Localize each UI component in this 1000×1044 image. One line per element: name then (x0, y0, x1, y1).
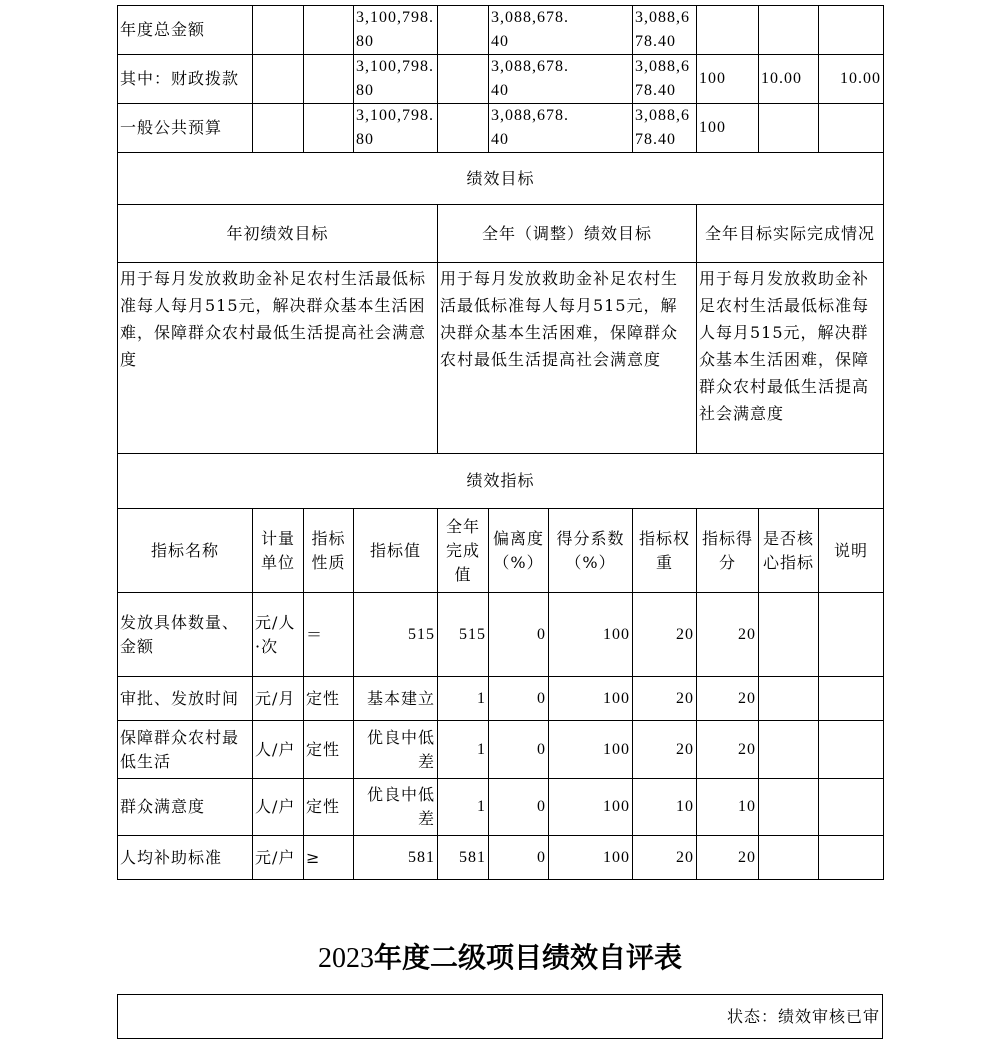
indicator-score: 20 (697, 677, 759, 721)
goals-header-row (118, 205, 884, 263)
indicator-name: 人均补助标准 (118, 836, 253, 880)
indicator-coef: 100 (549, 836, 633, 880)
score-weight (759, 6, 819, 55)
funding-name: 一般公共预算 (118, 104, 253, 153)
funding-name: 其中：财政拨款 (118, 55, 253, 104)
indicator-deviation: 0 (489, 721, 549, 779)
indicator-target: 515 (354, 593, 438, 677)
indicator-note (819, 677, 884, 721)
goal-adjusted-header: 全年（调整）绩效目标 (438, 205, 697, 263)
funding-row (118, 6, 884, 55)
status-text: 状态：绩效审核已审 (118, 995, 883, 1039)
budget-start: 3,100,798.80 (354, 6, 438, 55)
header-deviation: 偏离度（%） (489, 509, 549, 593)
indicator-nature: 定性 (304, 779, 354, 836)
indicator-core (759, 836, 819, 880)
page-title (0, 936, 1000, 976)
indicator-nature: 定性 (304, 677, 354, 721)
indicator-coef: 100 (549, 593, 633, 677)
funding-score (819, 6, 884, 55)
indicator-target: 优良中低差 (354, 779, 438, 836)
funding-row (118, 104, 884, 153)
funding-row (118, 55, 884, 104)
indicators-section-row (118, 454, 884, 509)
indicator-weight: 20 (633, 721, 697, 779)
execution-rate (697, 6, 759, 55)
indicator-row (118, 779, 884, 836)
indicator-weight: 20 (633, 593, 697, 677)
budget-executed: 3,088,678.40 (633, 104, 697, 153)
funding-name: 年度总金额 (118, 6, 253, 55)
indicator-coef: 100 (549, 677, 633, 721)
performance-table (117, 5, 884, 880)
page-title-text: 年度二级项目绩效自评表 (373, 941, 682, 974)
execution-rate: 100 (697, 55, 759, 104)
indicator-row (118, 836, 884, 880)
indicator-unit: 人/户 (253, 721, 304, 779)
indicator-score: 10 (697, 779, 759, 836)
indicator-score: 20 (697, 721, 759, 779)
header-weight: 指标权重 (633, 509, 697, 593)
funding-score (819, 104, 884, 153)
indicator-weight: 20 (633, 677, 697, 721)
indicator-note (819, 836, 884, 880)
indicator-score: 20 (697, 836, 759, 880)
header-nature: 指标性质 (304, 509, 354, 593)
header-note: 说明 (819, 509, 884, 593)
indicator-target: 优良中低差 (354, 721, 438, 779)
budget-adjusted: 3,088,678.40 (489, 6, 633, 55)
indicator-deviation: 0 (489, 677, 549, 721)
indicator-name: 审批、发放时间 (118, 677, 253, 721)
goals-section-row (118, 153, 884, 205)
indicator-note (819, 593, 884, 677)
funding-score: 10.00 (819, 55, 884, 104)
indicator-name: 保障群众农村最低生活 (118, 721, 253, 779)
header-coef: 得分系数（%） (549, 509, 633, 593)
indicator-actual: 1 (438, 721, 489, 779)
score-weight (759, 104, 819, 153)
header-indicator-name: 指标名称 (118, 509, 253, 593)
indicator-score: 20 (697, 593, 759, 677)
execution-rate: 100 (697, 104, 759, 153)
status-table (117, 994, 883, 1039)
indicator-core (759, 593, 819, 677)
budget-start: 3,100,798.80 (354, 104, 438, 153)
indicator-row (118, 593, 884, 677)
indicator-core (759, 721, 819, 779)
indicator-actual: 1 (438, 779, 489, 836)
goal-adjusted-text: 用于每月发放救助金补足农村生活最低标准每人每月515元，解决群众基本生活困难，保障群众农村最低生活提高社会满意度 (438, 263, 697, 454)
indicator-name: 发放具体数量、金额 (118, 593, 253, 677)
indicator-note (819, 721, 884, 779)
score-weight: 10.00 (759, 55, 819, 104)
header-unit: 计量单位 (253, 509, 304, 593)
indicator-actual: 515 (438, 593, 489, 677)
header-actual: 全年完成值 (438, 509, 489, 593)
indicator-weight: 20 (633, 836, 697, 880)
goal-initial-text: 用于每月发放救助金补足农村生活最低标准每人每月515元，解决群众基本生活困难，保障群众农村最低生活提高社会满意度 (118, 263, 438, 454)
header-core: 是否核心指标 (759, 509, 819, 593)
budget-executed: 3,088,678.40 (633, 6, 697, 55)
indicator-unit: 元/人·次 (253, 593, 304, 677)
indicator-deviation: 0 (489, 593, 549, 677)
indicator-core (759, 779, 819, 836)
indicator-actual: 1 (438, 677, 489, 721)
indicator-unit: 人/户 (253, 779, 304, 836)
goals-section-title: 绩效目标 (118, 153, 884, 205)
indicator-row (118, 677, 884, 721)
budget-adjusted: 3,088,678.40 (489, 55, 633, 104)
page-title-year: 2023 (317, 943, 374, 974)
indicator-actual: 581 (438, 836, 489, 880)
budget-adjusted: 3,088,678.40 (489, 104, 633, 153)
indicator-deviation: 0 (489, 779, 549, 836)
indicator-nature: 定性 (304, 721, 354, 779)
indicator-nature: ≥ (304, 836, 354, 880)
goal-actual-header: 全年目标实际完成情况 (697, 205, 884, 263)
indicator-deviation: 0 (489, 836, 549, 880)
indicator-row (118, 721, 884, 779)
header-target: 指标值 (354, 509, 438, 593)
indicator-target: 基本建立 (354, 677, 438, 721)
goal-actual-text: 用于每月发放救助金补足农村生活最低标准每人每月515元，解决群众基本生活困难，保障群众农村最低生活提高社会满意度 (697, 263, 884, 454)
goals-content-row (118, 263, 884, 454)
indicators-section-title: 绩效指标 (118, 454, 884, 509)
budget-executed: 3,088,678.40 (633, 55, 697, 104)
indicator-unit: 元/月 (253, 677, 304, 721)
indicator-coef: 100 (549, 779, 633, 836)
indicator-name: 群众满意度 (118, 779, 253, 836)
indicator-target: 581 (354, 836, 438, 880)
goal-initial-header: 年初绩效目标 (118, 205, 438, 263)
indicator-coef: 100 (549, 721, 633, 779)
indicator-weight: 10 (633, 779, 697, 836)
header-score: 指标得分 (697, 509, 759, 593)
indicator-unit: 元/户 (253, 836, 304, 880)
indicator-core (759, 677, 819, 721)
indicators-header-row (118, 509, 884, 593)
budget-start: 3,100,798.80 (354, 55, 438, 104)
indicator-nature: ＝ (304, 593, 354, 677)
indicator-note (819, 779, 884, 836)
